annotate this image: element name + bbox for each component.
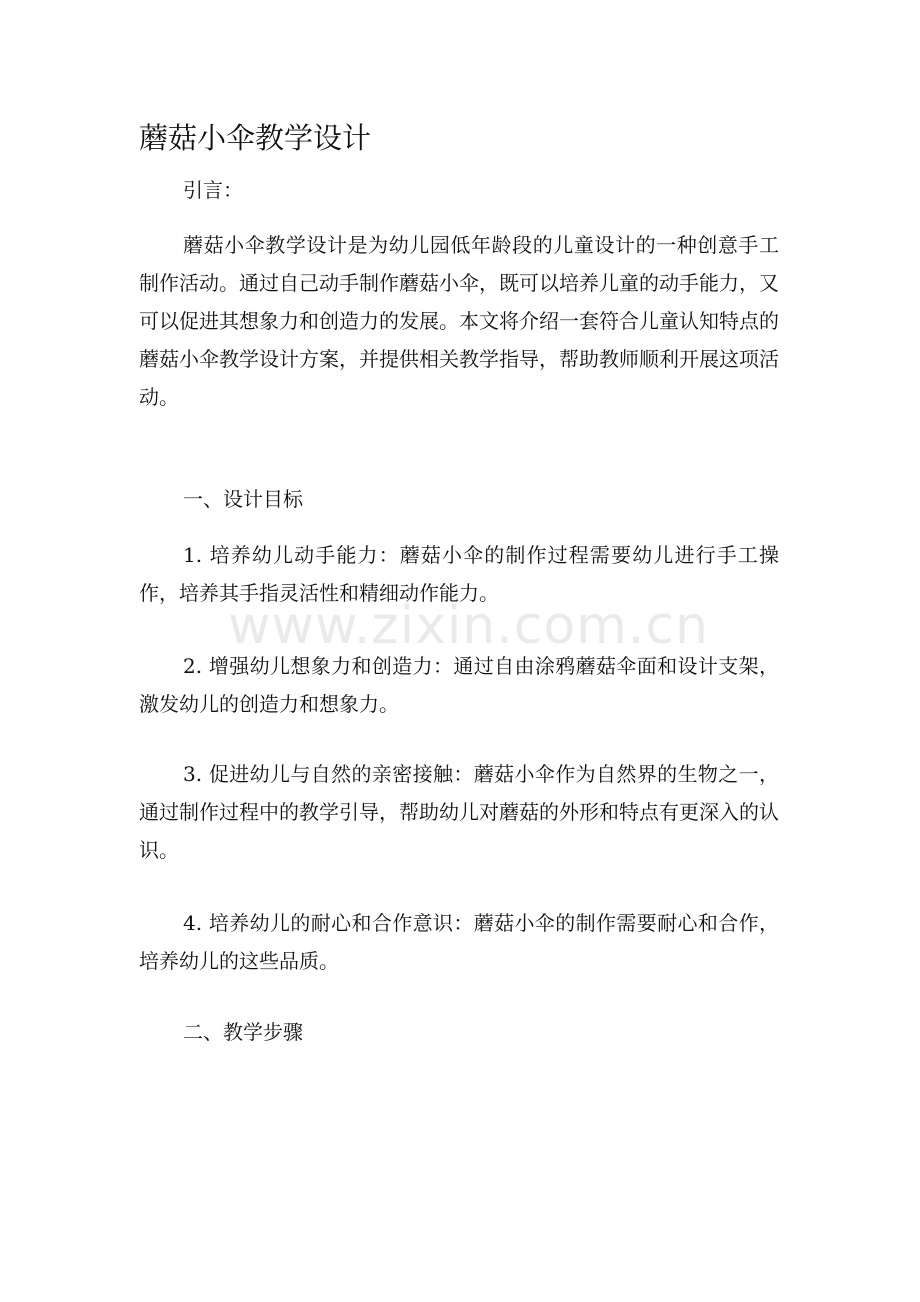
goal-item-2: 2. 增强幼儿想象力和创造力：通过自由涂鸦蘑菇伞面和设计支架，激发幼儿的创造力和想象力。: [139, 654, 779, 716]
document-title: 蘑菇小伞教学设计: [139, 121, 372, 155]
section-heading-teaching-steps: 二、教学步骤: [183, 1020, 303, 1044]
section-heading-design-goals: 一、设计目标: [183, 487, 303, 511]
goal-item-4: 4. 培养幼儿的耐心和合作意识：蘑菇小伞的制作需要耐心和合作，培养幼儿的这些品质。: [139, 911, 779, 973]
watermark: www.zixin.com.cn: [228, 596, 709, 656]
paragraph-intro-label: 引言：: [183, 178, 243, 202]
paragraph-intro-body: 蘑菇小伞教学设计是为幼儿园低年龄段的儿童设计的一种创意手工制作活动。通过自己动手制作蘑菇小伞，既可以培养儿童的动手能力，又可以促进其想象力和创造力的发展。本文将介绍一套符合儿童认知特点的蘑菇小伞教学设计方案，并提供相关教学指导，帮助教师顺利开展这项活动。: [139, 233, 779, 409]
goal-item-1: 1. 培养幼儿动手能力：蘑菇小伞的制作过程需要幼儿进行手工操作，培养其手指灵活性和精细动作能力。: [139, 543, 779, 605]
goal-item-3: 3. 促进幼儿与自然的亲密接触：蘑菇小伞作为自然界的生物之一，通过制作过程中的教学引导，帮助幼儿对蘑菇的外形和特点有更深入的认识。: [139, 762, 779, 862]
